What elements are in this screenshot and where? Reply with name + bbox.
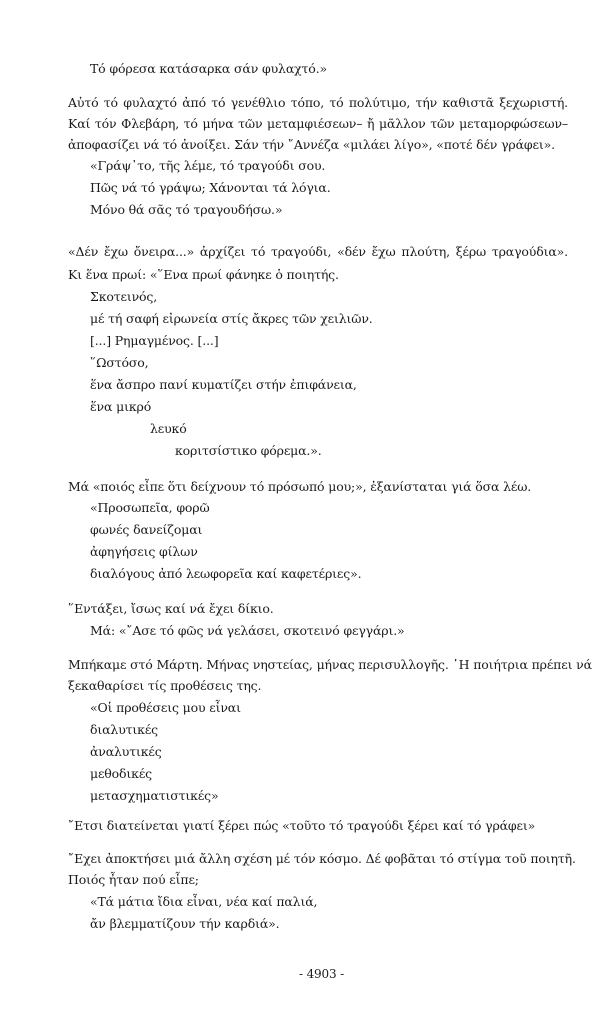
text-line: Μπήκαμε στό Μάρτη. Μήνας νηστείας, μήνας περισυλλογῆς. ῾Η ποιήτρια πρέπει νά <box>68 657 592 672</box>
text-line: Καί τόν Φλεβάρη, τό μήνα τῶν μεταμφιέσεων– ἤ μᾶλλον τῶν μεταμορφώσεων– <box>68 116 568 131</box>
verse-line: διαλυτικές <box>90 722 158 737</box>
verse-line: «Προσωπεῖα, φορῶ <box>90 500 210 515</box>
verse-line: ῞Ωστόσο, <box>90 355 149 370</box>
verse-line: μεθοδικές <box>90 766 153 781</box>
verse-line: κοριτσίστικο φόρεμα.». <box>175 443 322 458</box>
verse-line: ἄν βλεμματίζουν τήν καρδιά». <box>90 916 280 931</box>
verse-line: [...] Ρημαγμένος. [...] <box>90 333 219 348</box>
text-line: ἀποφασίζει νά τό ἀνοίξει. Σάν τήν ῎Αννέζα «μιλάει λίγο», «ποτέ δέν γράφει». <box>68 137 555 152</box>
verse-line: μέ τή σαφή εἰρωνεία στίς ἄκρες τῶν χειλιῶν. <box>90 311 373 326</box>
verse-line: ἀναλυτικές <box>90 744 162 759</box>
verse-line: ἀφηγήσεις φίλων <box>90 544 198 559</box>
verse-line: Σκοτεινός, <box>90 289 158 304</box>
text-line: Μά «ποιός εἶπε ὅτι δείχνουν τό πρόσωπό μου;», ἐξανίσταται γιά ὅσα λέω. <box>68 479 532 494</box>
verse-line: Μά: «῎Ασε τό φῶς νά γελάσει, σκοτεινό φεγγάρι.» <box>90 623 405 638</box>
verse-line: Πῶς νά τό γράψω; Χάνονται τά λόγια. <box>90 180 331 195</box>
text-line: ξεκαθαρίσει τίς προθέσεις της. <box>68 678 262 693</box>
text-line: «Δέν ἔχω ὄνειρα...» ἀρχίζει τό τραγούδι, «δέν ἔχω πλούτη, ξέρω τραγούδια». <box>68 244 568 259</box>
verse-line: μετασχηματιστικές» <box>90 788 219 803</box>
verse-line: ἕνα ἄσπρο πανί κυματίζει στήν ἐπιφάνεια, <box>90 377 357 392</box>
verse-line: Μόνο θά σᾶς τό τραγουδήσω.» <box>90 202 283 217</box>
verse-line: λευκό <box>150 421 187 436</box>
text-line: ῎Εχει ἀποκτήσει μιά ἄλλη σχέση μέ τόν κόσμο. Δέ φοβᾶται τό στίγμα τοῦ ποιητῆ. <box>68 851 576 866</box>
text-line: Κι ἕνα πρωί: «῞Ενα πρωί φάνηκε ὁ ποιητής. <box>68 267 339 282</box>
text-line: Ποιός ἦταν πού εἶπε; <box>68 872 199 887</box>
text-line: ῞Εντάξει, ἴσως καί νά ἔχει δίκιο. <box>68 601 274 616</box>
text-line: ῎Ετσι διατείνεται γιατί ξέρει πώς «τοῦτο τό τραγούδι ξέρει καί τό γράφει» <box>68 818 536 833</box>
text-line: Αὐτό τό φυλαχτό ἀπό τό γενέθλιο τόπο, τό πολύτιμο, τήν καθιστᾶ ξεχωριστή. <box>68 95 568 110</box>
verse-line: φωνές δανείζομαι <box>90 522 203 537</box>
text-line: Τό φόρεσα κατάσαρκα σάν φυλαχτό.» <box>90 61 327 76</box>
page-number: - 4903 - <box>299 967 345 981</box>
verse-line: διαλόγους ἀπό λεωφορεῖα καί καφετέριες». <box>90 566 362 581</box>
verse-line: «Γράψ᾽το, τῆς λέμε, τό τραγούδι σου. <box>90 158 326 173</box>
verse-line: «Τά μάτια ἴδια εἶναι, νέα καί παλιά, <box>90 894 318 909</box>
verse-line: ἕνα μικρό <box>90 399 152 414</box>
verse-line: «Οἱ προθέσεις μου εἶναι <box>90 700 241 715</box>
